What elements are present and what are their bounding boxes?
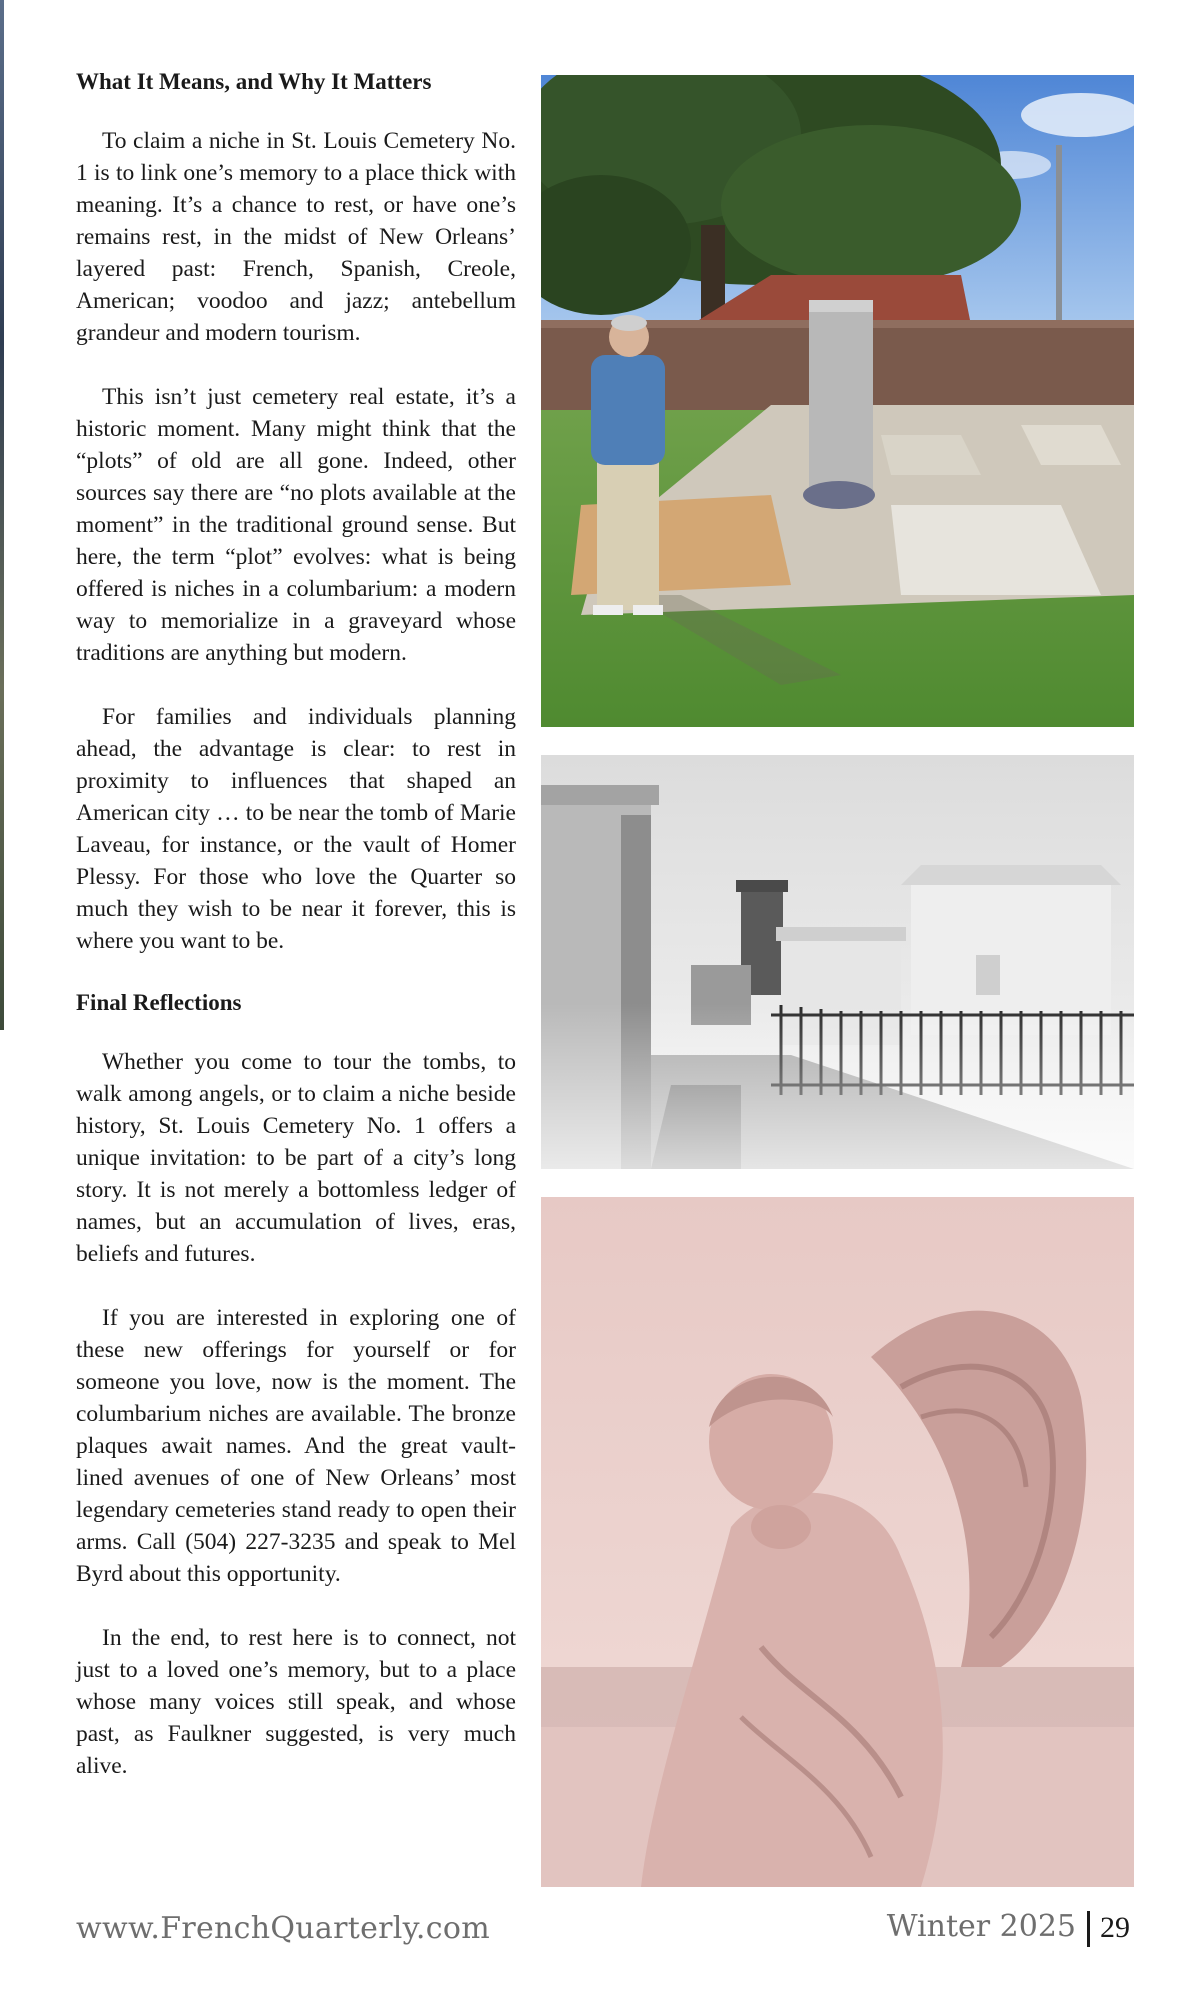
page-footer xyxy=(0,1905,1200,1955)
photo-angel-statue xyxy=(541,1197,1134,1887)
article-paragraph: This isn’t just cemetery real estate, it’s a historic moment. Many might think that the “plots” of old are all gone. Indeed, other sources say there are “no plots available at the moment” in the traditional ground sense. But here, the term “plot” evolves: what is being offered is niches in a columbarium: a modern way to memorialize in a graveyard whose traditions are anything but modern. xyxy=(76,383,516,666)
article-paragraph: In the end, to rest here is to connect, not just to a loved one’s memory, but to a place whose many voices still speak, and whose past, as Faulkner suggested, is very much alive. xyxy=(76,1624,516,1779)
section-heading-final-reflections: Final Reflections xyxy=(76,989,242,1015)
footer-page-number: 29 xyxy=(1100,1911,1130,1944)
article-paragraph: To claim a niche in St. Louis Cemetery No. 1 is to link one’s memory to a place thick with meaning. It’s a chance to rest, or have one’s remains rest, in the midst of New Orleans’ layered past: French, Spanish, Creole, American; voodoo and jazz; antebellum grandeur and modern tourism. xyxy=(76,127,516,346)
article-paragraph: For families and individuals planning ahead, the advantage is clear: to rest in proximity to influences that shaped an American city … to be near the tomb of Marie Laveau, for instance, or the vault of Homer Plessy. For those who love the Quarter so much they wish to be near it forever, this is where you want to be. xyxy=(76,703,516,954)
footer-divider xyxy=(1087,1911,1090,1947)
footer-website-link[interactable]: www.FrenchQuarterly.com xyxy=(76,1911,490,1946)
photo-man-at-tomb xyxy=(541,75,1134,727)
article-paragraph: Whether you come to tour the tombs, to walk among angels, or to claim a niche beside history, St. Louis Cemetery No. 1 offers a unique invitation: to be part of a city’s long story. It is not merely a bottomless ledger of names, but an accumulation of lives, eras, beliefs and futures. xyxy=(76,1048,516,1267)
section-heading-what-it-means: What It Means, and Why It Matters xyxy=(76,69,432,94)
article-paragraph: If you are interested in exploring one of these new offerings for yourself or for someone you love, now is the moment. The columbarium niches are available. The bronze plaques await names. And the great vault-lined avenues of one of New Orleans’ most legendary cemeteries stand ready to open their arms. Call (504) 227-3235 and speak to Mel Byrd about this opportunity. xyxy=(76,1304,516,1587)
footer-issue-label: Winter 2025 xyxy=(886,1909,1076,1944)
photo-tombs-iron-fence xyxy=(541,755,1134,1169)
page-edge-strip xyxy=(0,0,4,1030)
article-text-column xyxy=(76,68,516,1814)
